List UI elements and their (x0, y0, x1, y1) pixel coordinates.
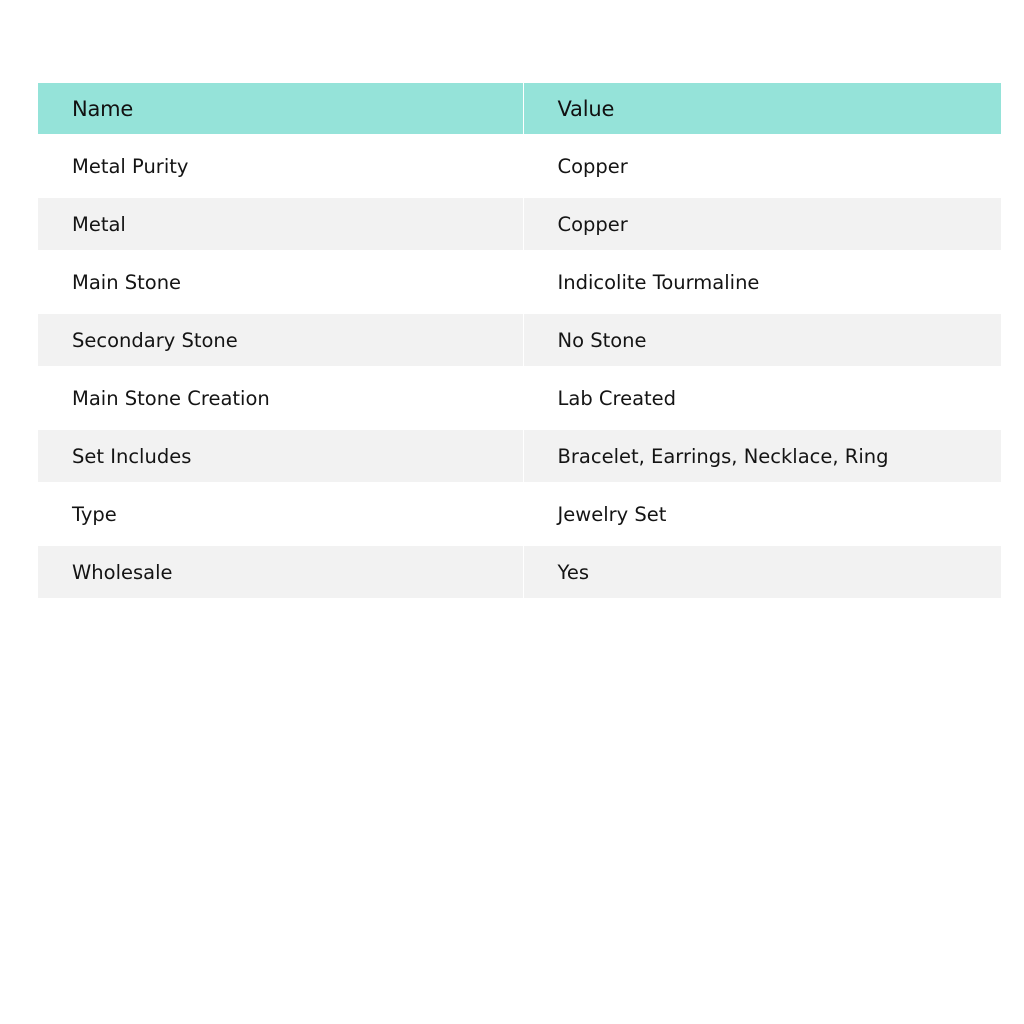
row-value-cell: Yes (523, 546, 1001, 598)
column-header-value: Value (523, 83, 1001, 134)
row-value-cell: Lab Created (523, 366, 1001, 430)
table-row (38, 430, 1001, 482)
row-value-cell: Jewelry Set (523, 482, 1001, 546)
column-header-name: Name (38, 83, 523, 134)
row-name-cell: Main Stone (38, 250, 523, 314)
row-name-cell: Set Includes (38, 430, 523, 482)
table-row (38, 366, 1001, 430)
row-name-cell: Metal (38, 198, 523, 250)
table-row (38, 314, 1001, 366)
table-row (38, 546, 1001, 598)
row-value-cell: No Stone (523, 314, 1001, 366)
row-value-cell: Copper (523, 134, 1001, 198)
row-value-cell: Copper (523, 198, 1001, 250)
row-value-cell: Indicolite Tourmaline (523, 250, 1001, 314)
table-header-row (38, 83, 1001, 134)
row-name-cell: Main Stone Creation (38, 366, 523, 430)
row-value-cell: Bracelet, Earrings, Necklace, Ring (523, 430, 1001, 482)
table-row (38, 198, 1001, 250)
row-name-cell: Type (38, 482, 523, 546)
row-name-cell: Secondary Stone (38, 314, 523, 366)
row-name-cell: Wholesale (38, 546, 523, 598)
attributes-table (38, 83, 1001, 598)
table-row (38, 250, 1001, 314)
table-row (38, 134, 1001, 198)
table-row (38, 482, 1001, 546)
row-name-cell: Metal Purity (38, 134, 523, 198)
